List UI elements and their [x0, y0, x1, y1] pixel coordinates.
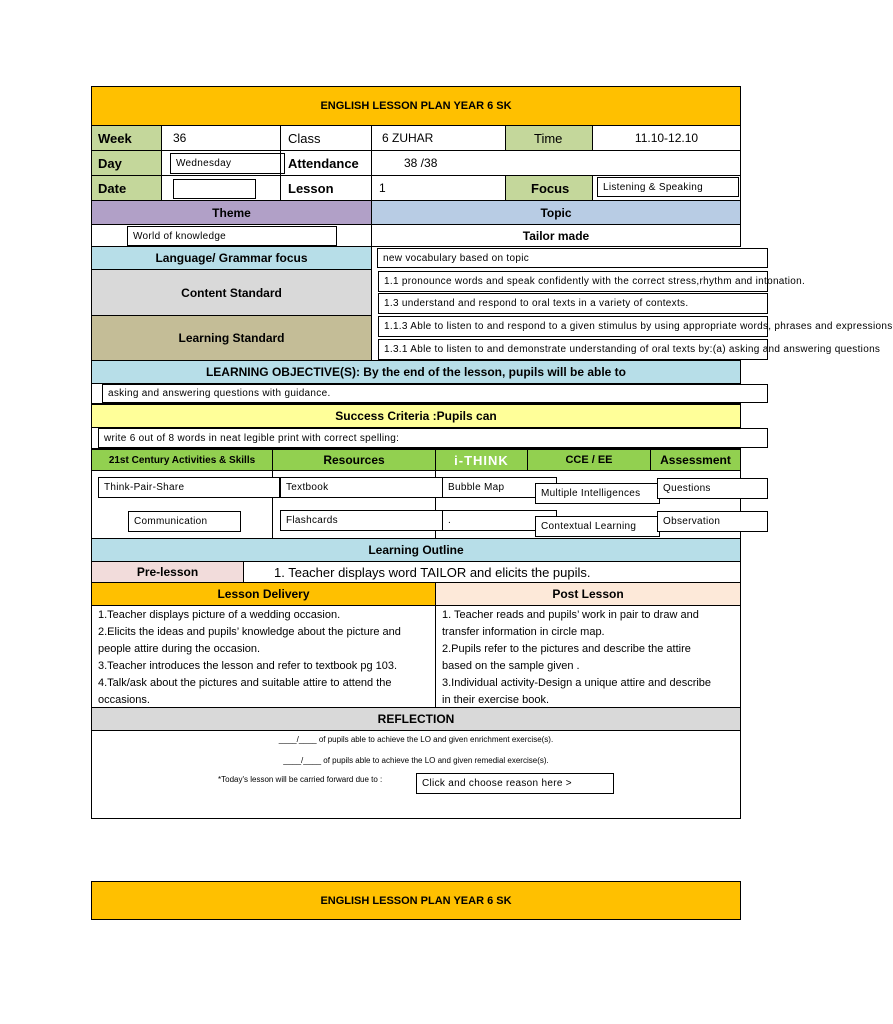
time-label: Time — [505, 125, 593, 151]
class-value: 6 ZUHAR — [371, 125, 506, 151]
success-criteria-field[interactable]: write 6 out of 8 words in neat legible print with correct spelling: — [98, 428, 768, 448]
success-criteria-label: Success Criteria :Pupils can — [91, 404, 741, 428]
theme-label: Theme — [91, 200, 372, 225]
content-standard-item[interactable]: 1.3 understand and respond to oral texts in a variety of contexts. — [378, 293, 768, 314]
class-label: Class — [280, 125, 372, 151]
pre-lesson-label: Pre-lesson — [91, 561, 244, 583]
reflection-line-carried: *Today's lesson will be carried forward due to : — [218, 775, 383, 784]
lesson-plan-title-next: ENGLISH LESSON PLAN YEAR 6 SK — [91, 881, 741, 920]
learning-standard-label: Learning Standard — [91, 315, 372, 361]
grammar-label: Language/ Grammar focus — [91, 246, 372, 270]
content-standard-label: Content Standard — [91, 269, 372, 316]
grammar-field[interactable]: new vocabulary based on topic — [377, 248, 768, 268]
assessment-item[interactable]: Questions — [657, 478, 768, 499]
focus-label: Focus — [505, 175, 593, 201]
attendance-label: Attendance — [280, 150, 372, 176]
post-line: 3.Individual activity-Design a unique attire and describe — [442, 677, 712, 689]
lesson-delivery-text — [91, 605, 436, 708]
lesson-value: 1 — [371, 175, 506, 201]
reflection-line-enrichment: ____/____ of pupils able to achieve the LO and given enrichment exercise(s). — [278, 735, 554, 744]
delivery-line: 4.Talk/ask about the pictures and suitable attire to attend the — [98, 677, 392, 689]
reflection-line-remedial: ____/____ of pupils able to achieve the LO and given remedial exercise(s). — [283, 756, 549, 765]
assessment-item[interactable]: Observation — [657, 511, 768, 532]
lesson-label: Lesson — [280, 175, 372, 201]
cce-header: CCE / EE — [527, 449, 651, 471]
delivery-line: occasions. — [98, 694, 150, 706]
delivery-line: people attire during the occasion. — [98, 643, 261, 655]
assessment-header: Assessment — [650, 449, 741, 471]
post-line: 1. Teacher reads and pupils’ work in pair to draw and — [442, 609, 699, 621]
post-line: 2.Pupils refer to the pictures and describe the attire — [442, 643, 691, 655]
topic-value: Tailor made — [371, 224, 741, 247]
lesson-delivery-label: Lesson Delivery — [91, 582, 436, 606]
day-label: Day — [91, 150, 162, 176]
ithink-header: i-THINK — [435, 449, 528, 471]
delivery-line: 1.Teacher displays picture of a wedding occasion. — [98, 609, 341, 621]
week-label: Week — [91, 125, 162, 151]
cce-item[interactable]: Contextual Learning — [535, 516, 660, 537]
day-field[interactable]: Wednesday — [170, 153, 285, 174]
focus-field[interactable]: Listening & Speaking — [597, 177, 739, 197]
skills-header: 21st Century Activities & Skills — [91, 449, 273, 471]
skill-item[interactable]: Communication — [128, 511, 241, 532]
attendance-value: 38 /38 — [371, 150, 741, 176]
post-line: in their exercise book. — [442, 694, 549, 706]
ithink-item[interactable]: . — [442, 510, 557, 531]
learning-outline-label: Learning Outline — [91, 538, 741, 562]
resource-item[interactable]: Flashcards — [280, 510, 444, 531]
learning-standard-item[interactable]: 1.1.3 Able to listen to and respond to a given stimulus by using appropriate words, phrases and expressions — [378, 316, 768, 337]
theme-field[interactable]: World of knowledge — [127, 226, 337, 246]
delivery-line: 2.Elicits the ideas and pupils’ knowledge about the picture and — [98, 626, 401, 638]
post-line: transfer information in circle map. — [442, 626, 605, 638]
ithink-item[interactable]: Bubble Map — [442, 477, 557, 498]
topic-label: Topic — [371, 200, 741, 225]
delivery-line: 3.Teacher introduces the lesson and refer to textbook pg 103. — [98, 660, 398, 672]
time-value: 11.10-12.10 — [592, 125, 741, 151]
week-value: 36 — [161, 125, 281, 151]
cce-item[interactable]: Multiple Intelligences — [535, 483, 660, 504]
post-lesson-text — [435, 605, 741, 708]
date-label: Date — [91, 175, 162, 201]
reason-dropdown[interactable]: Click and choose reason here > — [416, 773, 614, 794]
reflection-label: REFLECTION — [91, 707, 741, 731]
content-standard-item[interactable]: 1.1 pronounce words and speak confidently with the correct stress,rhythm and intonation. — [378, 271, 768, 292]
post-line: based on the sample given . — [442, 660, 580, 672]
learning-standard-item[interactable]: 1.3.1 Able to listen to and demonstrate understanding of oral texts by:(a) asking and answering questions — [378, 339, 768, 360]
skill-item[interactable]: Think-Pair-Share — [98, 477, 280, 498]
date-field[interactable] — [173, 179, 256, 199]
post-lesson-label: Post Lesson — [435, 582, 741, 606]
resources-header: Resources — [272, 449, 436, 471]
learning-objective-label: LEARNING OBJECTIVE(S): By the end of the lesson, pupils will be able to — [91, 360, 741, 384]
resource-item[interactable]: Textbook — [280, 477, 444, 498]
learning-objective-field[interactable]: asking and answering questions with guidance. — [102, 384, 768, 403]
lesson-plan-title: ENGLISH LESSON PLAN YEAR 6 SK — [91, 86, 741, 126]
pre-lesson-value: 1. Teacher displays word TAILOR and elicits the pupils. — [243, 561, 741, 583]
